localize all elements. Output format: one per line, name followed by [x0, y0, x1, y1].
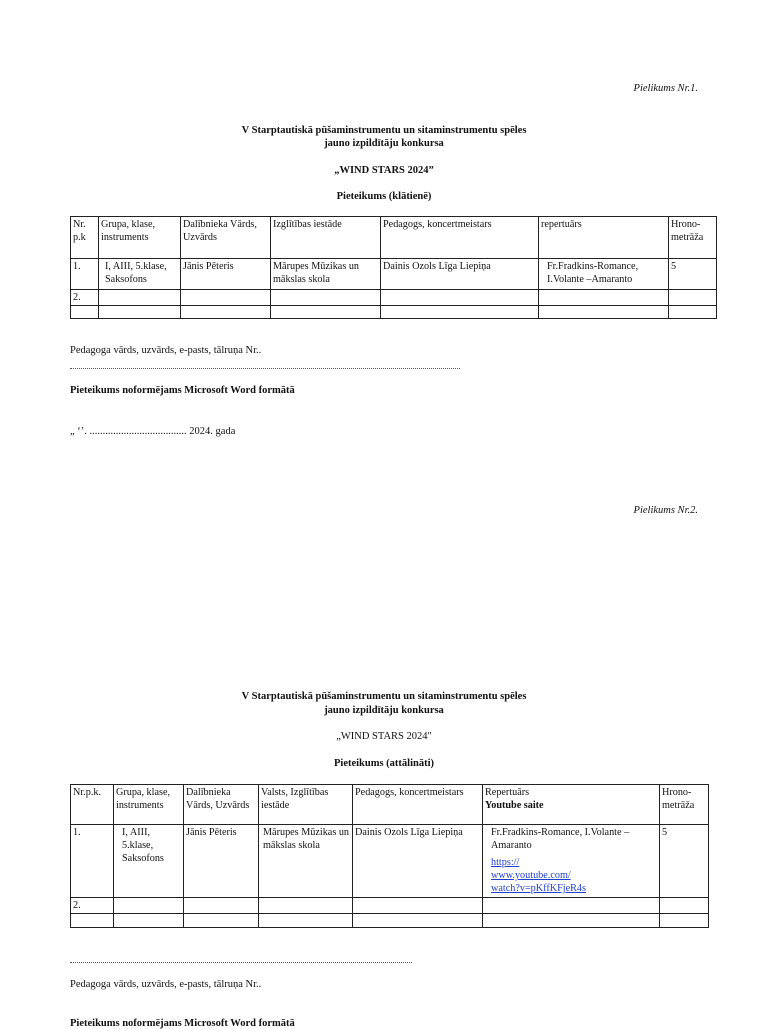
header-cell: Izglītības iestāde: [271, 217, 381, 259]
title-line2-p2: jauno izpildītāju konkursa: [324, 705, 444, 716]
table-cell: [99, 290, 181, 306]
header-cell: [483, 785, 660, 825]
table-cell: Dainis Ozols Līga Liepiņa: [381, 259, 539, 290]
annex-label-2: Pielikums Nr.2.: [633, 505, 698, 516]
table-cell: [71, 914, 114, 928]
table-cell: Dainis Ozols Līga Liepiņa: [353, 825, 483, 898]
table-header-row: [71, 785, 709, 825]
table-cell: 2.: [71, 290, 99, 306]
table-cell: [114, 914, 184, 928]
header-cell: Dalībnieka Vārds, Uzvārds: [181, 217, 271, 259]
table-cell: 5: [669, 259, 717, 290]
table-cell: 5: [660, 825, 709, 898]
table-cell: [669, 306, 717, 319]
youtube-link-part: www.youtube.com/: [491, 870, 571, 881]
table-cell: [181, 290, 271, 306]
table-cell: I, AIII, 5.klase, Saksofons: [99, 259, 181, 290]
header-cell: Valsts, Izglītības iestāde: [259, 785, 353, 825]
table-cell: [259, 914, 353, 928]
table-cell: I, AIII, 5.klase, Saksofons: [114, 825, 184, 898]
repertoire-header: Repertuārs: [485, 787, 530, 798]
table-cell: [271, 306, 381, 319]
dotted-fill-line: [70, 962, 412, 963]
table-cell: [483, 898, 660, 914]
table-row: [71, 898, 709, 914]
header-cell: Nr.p.k.: [71, 785, 114, 825]
table-cell: [539, 290, 669, 306]
header-cell: repertuārs: [539, 217, 669, 259]
table-cell: [353, 914, 483, 928]
table-cell: [660, 898, 709, 914]
teacher-contact-line-p2: Pedagoga vārds, uzvārds, e-pasts, tālruņa Nr..: [70, 979, 262, 990]
table-cell: [381, 306, 539, 319]
header-cell: Grupa, klase, instruments: [114, 785, 184, 825]
title-line1-p2: V Starptautiskā pūšaminstrumentu un sitaminstrumentu spēles: [241, 691, 527, 702]
table-cell: [71, 306, 99, 319]
title-line1-p1: V Starptautiskā pūšaminstrumentu un sitaminstrumentu spēles: [241, 125, 527, 136]
table-cell: Jānis Pēteris: [184, 825, 259, 898]
table-cell: Mārupes Mūzikas un mākslas skola: [259, 825, 353, 898]
table-cell: [483, 825, 660, 898]
youtube-link[interactable]: [491, 857, 586, 894]
table-cell: [184, 914, 259, 928]
table-header-row: [71, 217, 717, 259]
table-cell: [271, 290, 381, 306]
table-cell: [669, 290, 717, 306]
format-note-p1: Pieteikums noformējams Microsoft Word formātā: [70, 385, 295, 396]
table-row: [71, 825, 709, 898]
table-cell: Jānis Pēteris: [181, 259, 271, 290]
form-title-p1: Pieteikums (klātienē): [336, 191, 432, 202]
header-cell: Pedagogs, koncertmeistars: [353, 785, 483, 825]
table-cell: 2.: [71, 898, 114, 914]
table-cell: [181, 306, 271, 319]
table-row: [71, 259, 717, 290]
table-cell: [99, 306, 181, 319]
header-cell: Dalībnieka Vārds, Uzvārds: [184, 785, 259, 825]
youtube-link-part: https://: [491, 857, 520, 868]
youtube-link-header: Youtube saite: [485, 800, 544, 811]
application-table-p2: [70, 784, 709, 928]
youtube-link-part: watch?v=pKffKFjeR4s: [491, 883, 586, 894]
header-cell: Nr. p.k: [71, 217, 99, 259]
table-cell: [660, 914, 709, 928]
teacher-contact-line-p1: Pedagoga vārds, uzvārds, e-pasts, tālruņa Nr..: [70, 345, 262, 356]
table-row: [71, 306, 717, 319]
header-cell: Hrono-metrāža: [660, 785, 709, 825]
table-cell: [539, 306, 669, 319]
header-cell: Grupa, klase, instruments: [99, 217, 181, 259]
table-cell: [381, 290, 539, 306]
application-table-p1: [70, 216, 717, 319]
table-row: [71, 290, 717, 306]
table-row: [71, 914, 709, 928]
format-note-p2: Pieteikums noformējams Microsoft Word formātā: [70, 1018, 295, 1029]
form-title-p2: Pieteikums (attālināti): [333, 758, 435, 769]
contest-name-p1: „WIND STARS 2024”: [334, 165, 434, 176]
table-cell: Fr.Fradkins-Romance, I.Volante –Amaranto: [539, 259, 669, 290]
table-cell: [483, 914, 660, 928]
table-cell: [353, 898, 483, 914]
contest-name-p2: „WIND STARS 2024": [336, 731, 432, 742]
table-cell: 1.: [71, 259, 99, 290]
header-cell: Hrono-metrāža: [669, 217, 717, 259]
table-cell: 1.: [71, 825, 114, 898]
table-cell: [114, 898, 184, 914]
dotted-fill-line: [70, 368, 460, 369]
title-line2-p1: jauno izpildītāju konkursa: [324, 138, 444, 149]
table-cell: [259, 898, 353, 914]
table-cell: Mārupes Mūzikas un mākslas skola: [271, 259, 381, 290]
header-cell: Pedagogs, koncertmeistars: [381, 217, 539, 259]
date-line-p1: „ ‘’. ..................................... 2024. gada: [70, 426, 236, 437]
annex-label-1: Pielikums Nr.1.: [633, 83, 698, 94]
table-cell: [184, 898, 259, 914]
repertoire-text: Fr.Fradkins-Romance, I.Volante –Amaranto: [491, 827, 630, 851]
